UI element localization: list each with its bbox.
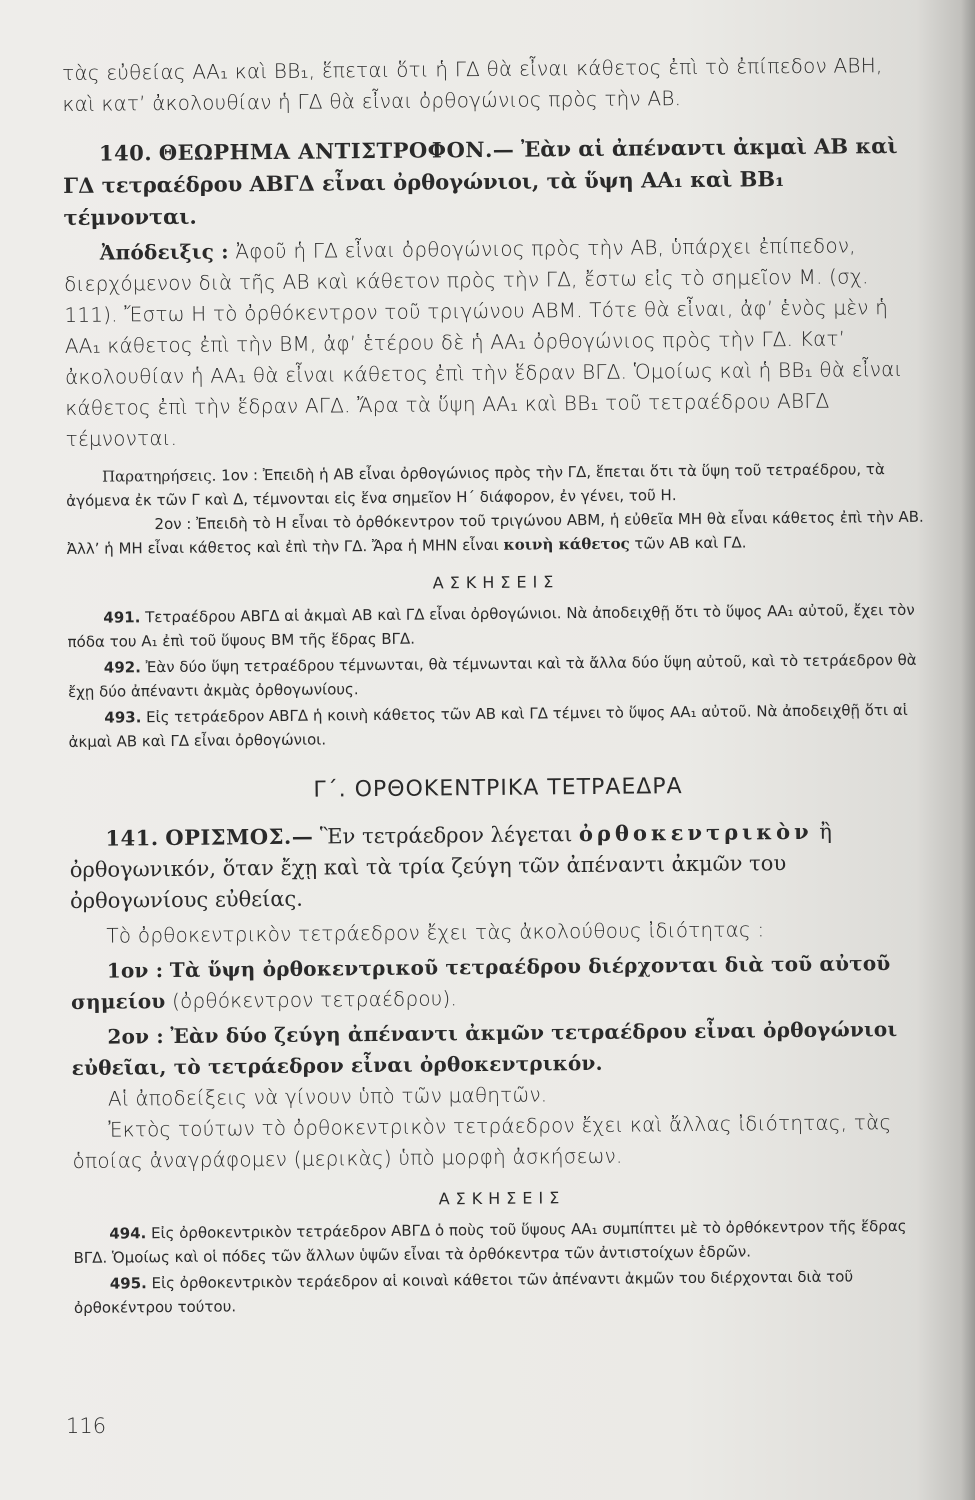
exercises-list-1 bbox=[67, 598, 926, 754]
exercise-493 bbox=[68, 698, 926, 754]
definition-text-b: ἢ ὀρθογωνικόν, ὅταν ἔχῃ καὶ τὰ τρία ζεύγη τῶν ἀπέναντι ἀκμῶν του ὀρθογωνίους εὐθείας. bbox=[69, 819, 832, 913]
other-properties: Ἐκτὸς τούτων τὸ ὀρθοκεντρικὸν τετράεδρον ἔχει καὶ ἄλλας ἰδιότητας, τὰς ὁποίας ἀναγράφομεν (μερικὰς) ὑπὸ μορφὴ ἀσκήσεων. bbox=[72, 1110, 892, 1173]
exercise-number: 494. bbox=[109, 1224, 147, 1243]
exercise-text: Τετραέδρου ΑΒΓΔ αἱ ἀκμαὶ ΑΒ καὶ ΓΔ εἶναι ὀρθογώνιοι. Νὰ ἀποδειχθῇ ὅτι τὸ ὕψος ΑΑ₁ αὐτοῦ, ἔχει τὸν πόδα του Α₁ ἐπὶ τοῦ ὕψους ΒΜ τῆς ἕδρας ΒΓΔ. bbox=[67, 600, 915, 651]
exercise-491 bbox=[67, 598, 925, 654]
exercise-text: Εἰς τετράεδρον ΑΒΓΔ ἡ κοινὴ κάθετος τῶν ΑΒ καὶ ΓΔ τέμνει τὸ ὕψος ΑΑ₁ αὐτοῦ. Νὰ ἀποδειχθῇ ὅτι αἱ ἀκμαὶ ΑΒ καὶ ΓΔ εἶναι ὀρθογώνιοι. bbox=[68, 700, 908, 751]
theorem-label: ΘΕΩΡΗΜΑ ΑΝΤΙΣΤΡΟΦΟΝ.— bbox=[158, 136, 515, 166]
exercise-494 bbox=[73, 1214, 931, 1270]
exercise-number: 491. bbox=[103, 608, 141, 627]
definition-label: ΟΡΙΣΜΟΣ.— bbox=[165, 823, 314, 851]
remark-2-end: τῶν ΑΒ καὶ ΓΔ. bbox=[634, 533, 747, 553]
theorem-number: 140. bbox=[98, 140, 153, 166]
exercises-title-1: ΑΣΚΗΣΕΙΣ bbox=[432, 572, 560, 593]
exercises-list-2 bbox=[73, 1214, 932, 1320]
page-number: 116 bbox=[66, 1414, 107, 1438]
remarks-label: Παρατηρήσεις. bbox=[101, 466, 217, 486]
property-2 bbox=[71, 1014, 930, 1084]
intro-text bbox=[62, 50, 921, 120]
remark-2-text: Ἐπειδὴ τὸ Η εἶναι τὸ ὀρθόκεντρον τοῦ τριγώνου ΑΒΜ, ἡ εὐθεῖα ΜΗ θὰ εἶναι κάθετος ἐπὶ τὴν ΑΒ. Ἀλλ’ ἡ ΜΗ εἶναι κάθετος καὶ ἐπὶ τὴν ΓΔ. Ἄρα ἡ ΜΗΝ εἶναι bbox=[66, 507, 924, 558]
theorem-statement: Ἐὰν αἱ ἀπέναντι ἀκμαὶ ΑΒ καὶ ΓΔ τετραέδρου ΑΒΓΔ εἶναι ὀρθογώνιοι, τὰ ὕψη ΑΑ₁ καὶ ΒΒ₁ τέμνονται. bbox=[63, 132, 898, 230]
proof-label: Ἀπόδειξις : bbox=[99, 239, 229, 265]
property-2-number: 2ον : bbox=[107, 1024, 164, 1049]
exercise-number: 495. bbox=[109, 1274, 147, 1293]
property-1 bbox=[71, 948, 930, 1018]
exercise-text: Εἰς ὀρθοκεντρικὸν τεράεδρον αἱ κοιναὶ κάθετοι τῶν ἀπέναντι ἀκμῶν του διέρχονται διὰ τοῦ ὀρθοκέντρου τούτου. bbox=[73, 1267, 854, 1317]
exercise-number: 493. bbox=[104, 708, 142, 727]
remark-2 bbox=[66, 505, 924, 561]
property-1-bold: Τὰ ὕψη ὀρθοκεντρικοῦ τετραέδρου διέρχονται διὰ τοῦ αὐτοῦ σημείου bbox=[70, 951, 891, 1014]
remark-1 bbox=[66, 457, 924, 513]
page-edge-shadow bbox=[961, 0, 975, 1500]
proofs-note: Αἱ ἀποδείξεις νὰ γίνουν ὑπὸ τῶν μαθητῶν. bbox=[107, 1082, 548, 1111]
definition-141 bbox=[69, 815, 928, 917]
exercise-492 bbox=[68, 648, 926, 704]
definition-number: 141. bbox=[105, 825, 159, 851]
common-perpendicular: κοινὴ κάθετος bbox=[503, 534, 630, 554]
remark-2-number: 2ον : bbox=[154, 514, 192, 534]
theorem-proof bbox=[64, 230, 924, 455]
intro-line-1: τὰς εὐθείας ΑΑ₁ καὶ ΒΒ₁, ἕπεται ὅτι ἡ ΓΔ θὰ εἶναι κάθετος ἐπὶ τὸ ἐπίπεδον ΑΒΗ, bbox=[62, 53, 883, 85]
property-1-number: 1ον : bbox=[106, 958, 164, 983]
remark-1-text: Ἐπειδὴ ἡ ΑΒ εἶναι ὀρθογώνιος πρὸς τὴν ΓΔ, ἕπεται ὅτι τὰ ὕψη τοῦ τετραέδρου, τὰ ἀγόμενα ἐκ τῶν Γ καὶ Δ, τέμνονται εἰς ἕνα σημεῖον Η΄ διάφορον, ἐν γένει, τοῦ Η. bbox=[66, 460, 885, 510]
exercises-title-2: ΑΣΚΗΣΕΙΣ bbox=[438, 1188, 566, 1209]
property-1-rest: (ὀρθόκεντρον τετραέδρου). bbox=[171, 986, 458, 1013]
page-content bbox=[62, 50, 932, 1320]
definition-text-a: Ἓν τετράεδρον λέγεται bbox=[319, 822, 573, 849]
intro-line-2: καὶ κατ’ ἀκολουθίαν ἡ ΓΔ θὰ εἶναι ὀρθογώνιος πρὸς τὴν ΑΒ. bbox=[62, 86, 682, 116]
exercise-text: Ἐὰν δύο ὕψη τετραέδρου τέμνωνται, θὰ τέμνωνται καὶ τὰ ἄλλα δύο ὕψη αὐτοῦ, καὶ τὸ τετράεδρον θὰ ἔχῃ δύο ἀπέναντι ἀκμὰς ὀρθογωνίους. bbox=[67, 650, 917, 701]
theorem-140 bbox=[63, 130, 922, 234]
definition-term: ὀρθοκεντρικὸν bbox=[578, 818, 813, 847]
section-title: Γ΄. ΟΡΘΟΚΕΝΤΡΙΚΑ ΤΕΤΡΑΕΔΡΑ bbox=[313, 774, 683, 803]
properties-intro: Τὸ ὀρθοκεντρικὸν τετράεδρον ἔχει τὰς ἀκολούθους ἰδιότητας : bbox=[106, 917, 765, 948]
exercise-495 bbox=[74, 1264, 932, 1320]
exercise-number: 492. bbox=[103, 658, 141, 677]
exercise-text: Εἰς ὀρθοκεντρικὸν τετράεδρον ΑΒΓΔ ὁ ποὺς τοῦ ὕψους ΑΑ₁ συμπίπτει μὲ τὸ ὀρθόκεντρον τῆς ἕδρας ΒΓΔ. Ὁμοίως καὶ οἱ πόδες τῶν ἄλλων ὑψῶν εἶναι τὰ ὀρθόκεντρα τῶν ἀντιστοίχων ἑδρῶν. bbox=[73, 1216, 907, 1267]
remark-1-number: 1ον : bbox=[221, 466, 259, 485]
property-2-bold: Ἐὰν δύο ζεύγη ἀπέναντι ἀκμῶν τετραέδρου εἶναι ὀρθογώνιοι εὐθεῖαι, τὸ τετράεδρον εἶναι ὀρθοκεντρικόν. bbox=[71, 1017, 898, 1080]
proof-text: Ἀφοῦ ἡ ΓΔ εἶναι ὀρθογώνιος πρὸς τὴν ΑΒ, ὑπάρχει ἐπίπεδον, διερχόμενον διὰ τῆς ΑΒ καὶ κάθετον πρὸς τὴν ΓΔ, ἔστω εἰς τὸ σημεῖον Μ. (σχ. 111). Ἔστω Η τὸ ὀρθόκεντρον τοῦ τριγώνου ΑΒΜ. Τότε θὰ εἶναι, ἀφ’ ἑνὸς μὲν ἡ ΑΑ₁ κάθετος ἐπὶ τὴν ΒΜ, ἀφ’ ἑτέρου δὲ ἡ ΑΑ₁ ὀρθογώνιος πρὸς τὴν ΓΔ. Κατ’ ἀκολουθίαν ἡ ΑΑ₁ θὰ εἶναι κάθετος ἐπὶ τὴν ἕδραν ΒΓΔ. Ὁμοίως καὶ ἡ ΒΒ₁ θὰ εἶναι κάθετος ἐπὶ τὴν ἕδραν ΑΓΔ. Ἄρα τὰ ὕψη ΑΑ₁ καὶ ΒΒ₁ τοῦ τετραέδρου ΑΒΓΔ τέμνονται. bbox=[64, 233, 903, 451]
